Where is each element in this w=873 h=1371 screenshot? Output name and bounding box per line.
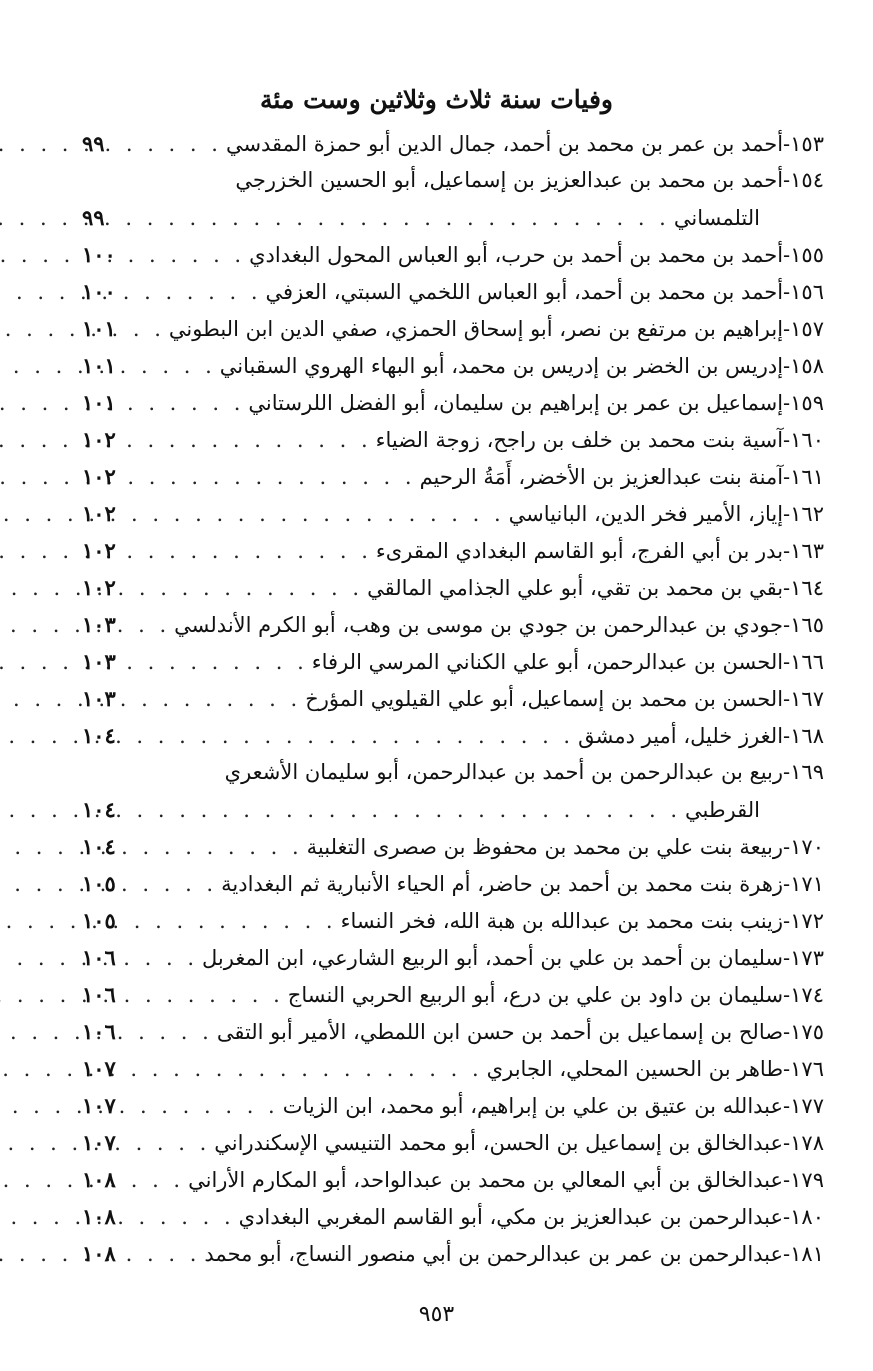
entry-number: ١٦٧- xyxy=(783,687,824,711)
entry-title: عبدالخالق بن إسماعيل بن الحسن، أبو محمد التنيسي الإسكندراني xyxy=(214,1131,784,1155)
entry-title: ربيعة بنت علي بن محمد بن محفوظ بن صصرى التغلبية xyxy=(306,835,784,859)
leader-dots xyxy=(136,1014,213,1051)
leader-dots xyxy=(136,459,416,496)
toc-entry xyxy=(82,1161,824,1198)
leader-dots xyxy=(136,644,308,681)
entry-title: آمنة بنت عبدالعزيز بن الأخضر، أَمَةُ الرحيم xyxy=(419,465,784,489)
entry-page-number: ١٠٣ xyxy=(82,686,116,711)
entry-number: ١٥٦- xyxy=(783,280,824,304)
leader-dots xyxy=(136,1236,200,1273)
entry-title: أحمد بن محمد بن عبدالعزيز بن إسماعيل، أبو الحسين الخزرجي xyxy=(235,168,784,192)
entry-number: ١٦٣- xyxy=(783,539,824,563)
entry-title: عبدالخالق بن أبي المعالي بن محمد بن عبدالواحد، أبو المكارم الأراني xyxy=(188,1168,784,1192)
entry-title: إسماعيل بن عمر بن إبراهيم بن سليمان، أبو الفضل اللرستاني xyxy=(248,391,784,415)
entry-page-number: ١٠٥ xyxy=(82,871,116,896)
entry-number: ١٦١- xyxy=(783,465,824,489)
entry-title: أحمد بن محمد بن أحمد بن حرب، أبو العباس المحول البغدادي xyxy=(249,243,784,267)
leader-dots xyxy=(136,792,681,829)
entry-page-number: ١٠٤ xyxy=(82,834,116,859)
leader-dots xyxy=(136,1088,279,1125)
entry-page-number: ١٠٨ xyxy=(82,1241,116,1266)
leader-dots xyxy=(136,1125,210,1162)
toc-entry xyxy=(82,273,824,310)
entry-page-number: ١٠٣ xyxy=(82,649,116,674)
toc-entry xyxy=(82,1235,824,1272)
entry-number: ١٧٠- xyxy=(783,835,824,859)
entry-page-number: ١٠٢ xyxy=(82,501,116,526)
entry-number: ١٧٦- xyxy=(783,1057,824,1081)
leader-dots xyxy=(136,496,505,533)
leader-dots xyxy=(136,1199,235,1236)
leader-dots xyxy=(136,681,301,718)
toc-entry xyxy=(82,606,824,643)
toc-entry xyxy=(82,1124,824,1161)
leader-dots xyxy=(136,977,284,1014)
entry-title-continuation: التلمساني xyxy=(673,206,760,230)
entry-page-number: ١٠١ xyxy=(82,316,116,341)
entry-number: ١٧٨- xyxy=(783,1131,824,1155)
entry-page-number: ١٠٢ xyxy=(82,538,116,563)
entry-page-number: ١٠٦ xyxy=(82,945,116,970)
entry-title: عبدالله بن عتيق بن علي بن إبراهيم، أبو محمد، ابن الزيات xyxy=(282,1094,784,1118)
entry-number: ١٥٣- xyxy=(783,132,824,156)
entry-title: الغرز خليل، أمير دمشق xyxy=(578,724,784,748)
entry-title: إدريس بن الخضر بن إدريس بن محمد، أبو البهاء الهروي السقباني xyxy=(219,354,784,378)
entry-number: ١٧٥- xyxy=(783,1020,824,1044)
running-title: وفيات سنة ثلاث وثلاثين وست مئة xyxy=(260,85,613,114)
leader-dots xyxy=(136,533,372,570)
leader-dots xyxy=(136,866,217,903)
entry-number: ١٧١- xyxy=(783,872,824,896)
entry-title: طاهر بن الحسين المحلي، الجابري xyxy=(486,1057,784,1081)
entry-number: ١٦٠- xyxy=(783,428,824,452)
leader-dots xyxy=(136,348,216,385)
entry-title: جودي بن عبدالرحمن بن جودي بن موسى بن وهب، أبو الكرم الأندلسي xyxy=(174,613,784,637)
entry-title: ربيع بن عبدالرحمن بن أحمد بن عبدالرحمن، أبو سليمان الأشعري xyxy=(224,760,784,784)
entry-number: ١٥٧- xyxy=(783,317,824,341)
entry-number: ١٦٤- xyxy=(783,576,824,600)
entry-number: ١٦٦- xyxy=(783,650,824,674)
leader-dots xyxy=(136,237,245,274)
entry-number: ١٦٩- xyxy=(783,760,824,784)
entry-title: بدر بن أبي الفرج، أبو القاسم البغدادي المقرىء xyxy=(375,539,784,563)
leader-dots xyxy=(136,829,303,866)
toc-entry xyxy=(82,162,824,199)
entry-title: إياز، الأمير فخر الدين، البانياسي xyxy=(508,502,784,526)
leader-dots xyxy=(136,903,337,940)
toc-entry-continuation xyxy=(82,791,824,828)
leader-dots xyxy=(136,940,198,977)
entry-page-number: ١٠٠ xyxy=(82,242,116,267)
entry-title: أحمد بن عمر بن محمد بن أحمد، جمال الدين أبو حمزة المقدسي xyxy=(225,132,784,156)
entry-number: ١٦٥- xyxy=(783,613,824,637)
toc-entry xyxy=(82,347,824,384)
entry-number: ١٦٢- xyxy=(783,502,824,526)
entry-page-number: ١٠٧ xyxy=(82,1093,116,1118)
leader-dots xyxy=(136,607,170,644)
toc-entry xyxy=(82,125,824,162)
entry-page-number: ١٠٨ xyxy=(82,1167,116,1192)
entry-page-number: ١٠٠ xyxy=(82,279,116,304)
toc-entry-continuation xyxy=(82,199,824,236)
entry-title: بقي بن محمد بن تقي، أبو علي الجذامي المالقي xyxy=(367,576,784,600)
entry-title: الحسن بن عبدالرحمن، أبو علي الكناني المرسي الرفاء xyxy=(311,650,784,674)
leader-dots xyxy=(136,1162,184,1199)
entry-page-number: ١٠٤ xyxy=(82,723,116,748)
entry-title-continuation: القرطبي xyxy=(685,798,760,822)
entry-page-number: ١٠٤ xyxy=(82,797,116,822)
entry-page-number: ١٠٢ xyxy=(82,575,116,600)
entry-number: ١٧٧- xyxy=(783,1094,824,1118)
entry-page-number: ١٠٢ xyxy=(82,427,116,452)
entry-page-number: ١٠١ xyxy=(82,390,116,415)
toc-entry xyxy=(82,680,824,717)
entry-number: ١٥٩- xyxy=(783,391,824,415)
entry-title: عبدالرحمن بن عمر بن عبدالرحمن بن أبي منصور النساج، أبو محمد xyxy=(204,1242,784,1266)
entry-page-number: ١٠٥ xyxy=(82,908,116,933)
toc-entry xyxy=(82,902,824,939)
toc-entry xyxy=(82,421,824,458)
entry-number: ١٧٩- xyxy=(783,1168,824,1192)
entry-title: الحسن بن محمد بن إسماعيل، أبو علي القيلويي المؤرخ xyxy=(305,687,784,711)
toc-entry xyxy=(82,495,824,532)
entry-number: ١٥٤- xyxy=(783,168,824,192)
toc-entry xyxy=(82,828,824,865)
toc-entry xyxy=(82,458,824,495)
entry-title: عبدالرحمن بن عبدالعزيز بن مكي، أبو القاسم المغربي البغدادي xyxy=(238,1205,784,1229)
entry-title: سليمان بن أحمد بن علي بن أحمد، أبو الربيع الشارعي، ابن المغربل xyxy=(202,946,784,970)
entry-title: إبراهيم بن مرتفع بن نصر، أبو إسحاق الحمزي، صفي الدين ابن البطوني xyxy=(168,317,784,341)
leader-dots xyxy=(136,1051,483,1088)
entry-number: ١٨٠- xyxy=(783,1205,824,1229)
entry-title: أحمد بن محمد بن أحمد، أبو العباس اللخمي السبتي، العزفي xyxy=(265,280,784,304)
toc-entry xyxy=(82,310,824,347)
entry-title: زهرة بنت محمد بن أحمد بن حاضر، أم الحياء الأنبارية ثم البغدادية xyxy=(221,872,784,896)
toc-entry xyxy=(82,384,824,421)
toc-entry xyxy=(82,1087,824,1124)
entry-page-number: ١٠٦ xyxy=(82,1019,116,1044)
entry-page-number: ١٠٦ xyxy=(82,982,116,1007)
entry-page-number: ٩٩ xyxy=(82,131,105,156)
entry-page-number: ١٠٨ xyxy=(82,1204,116,1229)
toc-entry xyxy=(82,939,824,976)
leader-dots xyxy=(136,718,574,755)
entry-number: ١٥٨- xyxy=(783,354,824,378)
leader-dots xyxy=(136,570,363,607)
entry-number: ١٨١- xyxy=(783,1242,824,1266)
leader-dots xyxy=(136,422,372,459)
entry-page-number: ١٠١ xyxy=(82,353,116,378)
leader-dots xyxy=(136,385,244,422)
toc-entry xyxy=(82,1013,824,1050)
leader-dots xyxy=(136,274,262,311)
entry-page-number: ١٠٧ xyxy=(82,1056,116,1081)
entry-page-number: ١٠٣ xyxy=(82,612,116,637)
entry-number: ١٦٨- xyxy=(783,724,824,748)
toc-entry xyxy=(82,754,824,791)
toc-entry xyxy=(82,1050,824,1087)
entry-page-number: ١٠٢ xyxy=(82,464,116,489)
page-number: ٩٥٣ xyxy=(418,1302,455,1327)
toc-entry xyxy=(82,865,824,902)
entry-title: صالح بن إسماعيل بن أحمد بن حسن ابن اللمطي، الأمير أبو التقى xyxy=(216,1020,784,1044)
entry-title: سليمان بن داود بن علي بن درع، أبو الربيع الحربي النساج xyxy=(287,983,784,1007)
entry-title: آسية بنت محمد بن خلف بن راجح، زوجة الضياء xyxy=(375,428,784,452)
entry-number: ١٧٢- xyxy=(783,909,824,933)
toc-entry xyxy=(82,717,824,754)
toc-entry xyxy=(82,569,824,606)
leader-dots xyxy=(136,126,222,163)
entry-number: ١٥٥- xyxy=(783,243,824,267)
toc-entry xyxy=(82,1198,824,1235)
entry-number: ١٧٣- xyxy=(783,946,824,970)
entry-number: ١٧٤- xyxy=(783,983,824,1007)
leader-dots xyxy=(136,200,670,237)
entry-page-number: ١٠٧ xyxy=(82,1130,116,1155)
toc-entry xyxy=(82,236,824,273)
entry-page-number: ٩٩ xyxy=(82,205,105,230)
entry-title: زينب بنت محمد بن عبدالله بن هبة الله، فخر النساء xyxy=(340,909,784,933)
leader-dots xyxy=(136,311,165,348)
toc-entry xyxy=(82,532,824,569)
toc-entry xyxy=(82,976,824,1013)
toc-entry xyxy=(82,643,824,680)
table-of-contents xyxy=(82,125,824,1272)
